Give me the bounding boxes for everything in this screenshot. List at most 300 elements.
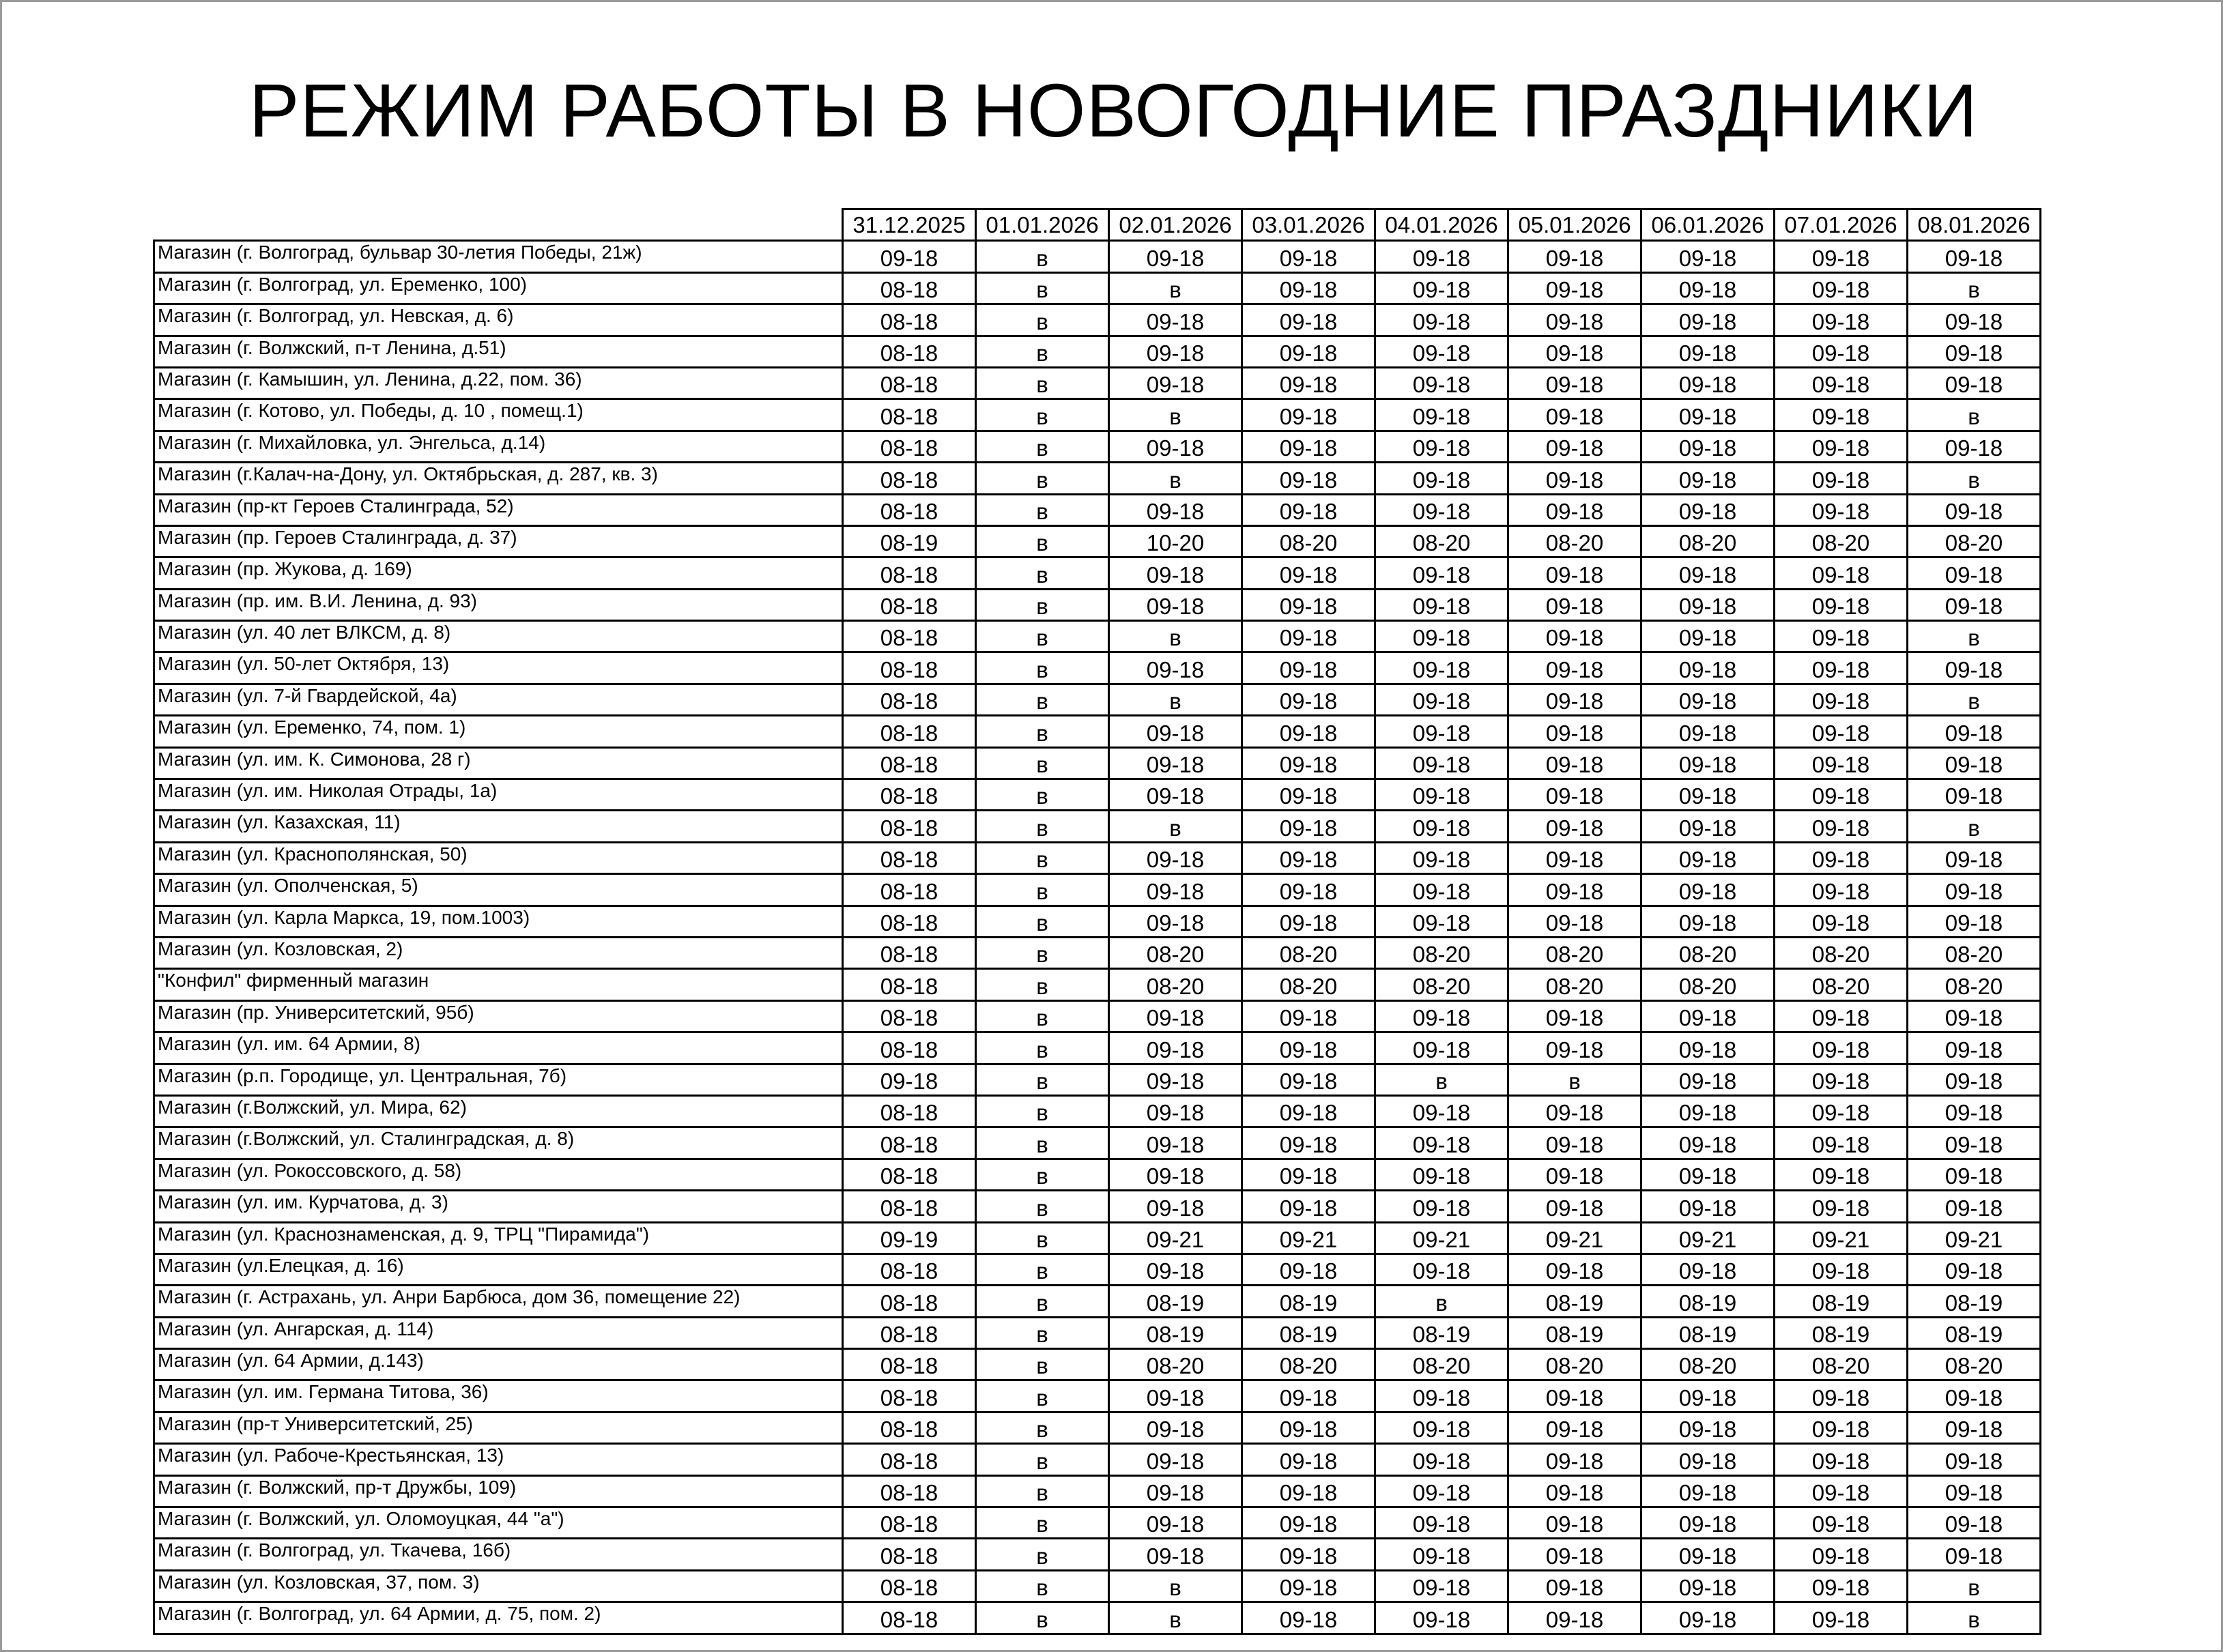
hours-cell: 09-18	[1109, 779, 1242, 811]
date-header: 07.01.2026	[1775, 209, 1908, 241]
hours-cell: 09-18	[1242, 1539, 1375, 1570]
hours-cell: 08-20	[1508, 525, 1641, 557]
hours-cell: 09-18	[1641, 1602, 1775, 1634]
store-name: Магазин (г.Волжский, ул. Мира, 62)	[154, 1095, 843, 1127]
hours-cell: 09-18	[1508, 874, 1641, 905]
hours-cell: в	[976, 1032, 1109, 1064]
store-name: Магазин (ул. Казахская, 11)	[154, 811, 843, 842]
hours-cell: 09-18	[1375, 494, 1508, 525]
hours-cell: 09-18	[1641, 241, 1775, 272]
hours-cell: 09-18	[1242, 905, 1375, 937]
store-row	[154, 1602, 2041, 1634]
hours-cell: 09-18	[1641, 399, 1775, 431]
hours-cell: 09-18	[1375, 1412, 1508, 1443]
hours-cell: 09-18	[1375, 367, 1508, 398]
hours-cell: в	[976, 463, 1109, 494]
hours-cell: 09-18	[1242, 1127, 1375, 1159]
hours-cell: 09-18	[1775, 1127, 1908, 1159]
hours-cell: 09-18	[1775, 1254, 1908, 1285]
hours-cell: 09-18	[1508, 652, 1641, 684]
hours-cell: 09-18	[1375, 1444, 1508, 1475]
date-header: 02.01.2026	[1109, 209, 1242, 241]
hours-cell: 09-18	[1242, 1444, 1375, 1475]
hours-cell: в	[976, 1380, 1109, 1412]
hours-cell: 08-19	[1109, 1286, 1242, 1317]
store-name: Магазин (ул. Ангарская, д. 114)	[154, 1317, 843, 1348]
hours-cell: 09-18	[1109, 874, 1242, 905]
hours-cell: 09-18	[1908, 1412, 2041, 1443]
store-name: Магазин (г. Волжский, пр-т Дружбы, 109)	[154, 1475, 843, 1507]
hours-cell: 09-18	[1775, 779, 1908, 811]
hours-cell: в	[976, 589, 1109, 620]
hours-cell: 09-18	[1508, 367, 1641, 398]
hours-cell: 09-18	[1641, 1159, 1775, 1190]
store-row	[154, 1286, 2041, 1317]
hours-cell: 09-18	[1109, 747, 1242, 779]
store-name: Магазин (ул. Рабоче-Крестьянская, 13)	[154, 1444, 843, 1475]
store-row	[154, 1349, 2041, 1380]
hours-cell: 09-18	[1109, 1032, 1242, 1064]
hours-cell: 09-18	[1908, 589, 2041, 620]
hours-cell: 09-18	[1641, 1539, 1775, 1570]
hours-cell: 09-18	[1508, 1380, 1641, 1412]
hours-cell: в	[976, 937, 1109, 968]
hours-cell: 09-18	[1242, 716, 1375, 747]
hours-cell: 09-18	[1908, 1475, 2041, 1507]
hours-cell: в	[1109, 399, 1242, 431]
hours-cell: 09-18	[1641, 842, 1775, 873]
store-name: Магазин (ул. Карла Маркса, 19, пом.1003)	[154, 905, 843, 937]
hours-cell: 08-20	[1641, 937, 1775, 968]
hours-cell: 09-18	[1508, 463, 1641, 494]
hours-cell: 09-18	[1109, 1444, 1242, 1475]
hours-cell: 08-18	[843, 1349, 976, 1380]
store-name: Магазин (г. Астрахань, ул. Анри Барбюса, дом 36, помещение 22)	[154, 1286, 843, 1317]
hours-cell: 09-18	[1242, 1412, 1375, 1443]
hours-cell: 09-18	[1508, 494, 1641, 525]
hours-cell: 09-18	[1775, 1064, 1908, 1095]
hours-cell: в	[1908, 272, 2041, 304]
hours-cell: в	[976, 905, 1109, 937]
hours-cell: 08-19	[1775, 1286, 1908, 1317]
hours-cell: 09-18	[1908, 241, 2041, 272]
hours-cell: 08-18	[843, 304, 976, 336]
hours-cell: в	[1109, 811, 1242, 842]
store-row	[154, 937, 2041, 968]
hours-cell: 08-19	[1908, 1317, 2041, 1348]
hours-cell: в	[976, 1444, 1109, 1475]
hours-cell: 08-20	[1109, 1349, 1242, 1380]
store-name: Магазин (г. Волгоград, ул. 64 Армии, д. 75, пом. 2)	[154, 1602, 843, 1634]
store-name: Магазин (г. Михайловка, ул. Энгельса, д.14)	[154, 431, 843, 462]
hours-cell: 09-18	[1375, 684, 1508, 715]
hours-cell: 09-18	[1641, 589, 1775, 620]
store-name: Магазин (пр. Университетский, 95б)	[154, 1000, 843, 1032]
hours-cell: 09-18	[1775, 463, 1908, 494]
hours-cell: 09-18	[1375, 1539, 1508, 1570]
hours-cell: 09-18	[1908, 1095, 2041, 1127]
hours-cell: 09-18	[1375, 1602, 1508, 1634]
hours-cell: 09-18	[843, 1064, 976, 1095]
hours-cell: 09-18	[1908, 494, 2041, 525]
hours-cell: 09-18	[1242, 241, 1375, 272]
hours-cell: 09-18	[1908, 557, 2041, 589]
hours-cell: 09-18	[1109, 1412, 1242, 1443]
hours-cell: 08-18	[843, 811, 976, 842]
hours-cell: в	[1908, 684, 2041, 715]
hours-cell: 09-18	[1775, 241, 1908, 272]
store-row	[154, 684, 2041, 715]
date-header: 03.01.2026	[1242, 209, 1375, 241]
hours-cell: в	[976, 272, 1109, 304]
hours-cell: 08-18	[843, 1286, 976, 1317]
hours-cell: 09-18	[1508, 1412, 1641, 1443]
hours-cell: 09-18	[1242, 874, 1375, 905]
hours-cell: 09-18	[843, 241, 976, 272]
hours-cell: в	[1908, 1602, 2041, 1634]
hours-cell: 09-18	[1775, 304, 1908, 336]
hours-cell: 08-18	[843, 272, 976, 304]
hours-cell: 09-18	[1508, 272, 1641, 304]
hours-cell: в	[976, 367, 1109, 398]
hours-cell: 08-18	[843, 589, 976, 620]
hours-cell: 08-18	[843, 1191, 976, 1222]
store-row	[154, 1159, 2041, 1190]
store-name: Магазин (р.п. Городище, ул. Центральная, 7б)	[154, 1064, 843, 1095]
store-name: Магазин (ул. им. 64 Армии, 8)	[154, 1032, 843, 1064]
hours-cell: 09-18	[1375, 1159, 1508, 1190]
hours-cell: 09-18	[1641, 1095, 1775, 1127]
hours-cell: 09-18	[1641, 716, 1775, 747]
hours-cell: 09-18	[1242, 589, 1375, 620]
store-row	[154, 716, 2041, 747]
hours-cell: 09-18	[1775, 1000, 1908, 1032]
hours-cell: 09-18	[1109, 1254, 1242, 1285]
hours-cell: 08-18	[843, 621, 976, 652]
hours-cell: 09-18	[1641, 652, 1775, 684]
hours-cell: в	[1908, 1570, 2041, 1602]
header-row	[154, 209, 2041, 241]
hours-cell: 09-18	[1375, 1380, 1508, 1412]
store-row	[154, 1191, 2041, 1222]
store-name: Магазин (г. Волгоград, ул. Ткачева, 16б)	[154, 1539, 843, 1570]
hours-cell: 09-18	[1242, 811, 1375, 842]
hours-cell: 09-18	[1109, 241, 1242, 272]
store-row	[154, 1000, 2041, 1032]
store-row	[154, 1222, 2041, 1254]
hours-cell: 08-19	[1641, 1286, 1775, 1317]
hours-cell: 08-18	[843, 842, 976, 873]
store-name: Магазин (г. Волгоград, ул. Невская, д. 6)	[154, 304, 843, 336]
header-corner	[154, 209, 843, 241]
store-row	[154, 1380, 2041, 1412]
store-row	[154, 494, 2041, 525]
hours-cell: 08-18	[843, 937, 976, 968]
hours-cell: в	[1908, 811, 2041, 842]
hours-cell: в	[1109, 463, 1242, 494]
hours-cell: 08-18	[843, 779, 976, 811]
hours-cell: 09-18	[1775, 747, 1908, 779]
hours-cell: 09-18	[1641, 779, 1775, 811]
hours-cell: 09-18	[1641, 905, 1775, 937]
hours-cell: 09-18	[1109, 336, 1242, 367]
hours-cell: 09-18	[1375, 1254, 1508, 1285]
hours-cell: 08-18	[843, 684, 976, 715]
hours-cell: 09-18	[1242, 367, 1375, 398]
hours-cell: 09-18	[1109, 589, 1242, 620]
hours-cell: 09-18	[1375, 463, 1508, 494]
hours-cell: 08-20	[1242, 1349, 1375, 1380]
store-row	[154, 272, 2041, 304]
hours-cell: 09-18	[1908, 716, 2041, 747]
hours-cell: 08-20	[1375, 525, 1508, 557]
hours-cell: 09-18	[1109, 431, 1242, 462]
store-row	[154, 1317, 2041, 1348]
hours-cell: 09-18	[1908, 431, 2041, 462]
hours-cell: 08-18	[843, 494, 976, 525]
hours-cell: 08-20	[1641, 525, 1775, 557]
hours-cell: 09-18	[1242, 304, 1375, 336]
hours-cell: 08-18	[843, 1127, 976, 1159]
store-row	[154, 463, 2041, 494]
hours-cell: 09-21	[1775, 1222, 1908, 1254]
hours-cell: 09-18	[1242, 431, 1375, 462]
hours-cell: 09-18	[1375, 336, 1508, 367]
store-name: Магазин (ул. Козловская, 37, пом. 3)	[154, 1570, 843, 1602]
hours-cell: 09-18	[1641, 1507, 1775, 1539]
store-row	[154, 1570, 2041, 1602]
store-row	[154, 874, 2041, 905]
hours-cell: 09-18	[1242, 1380, 1375, 1412]
hours-cell: 09-18	[1641, 494, 1775, 525]
store-row	[154, 1064, 2041, 1095]
hours-cell: в	[976, 494, 1109, 525]
hours-cell: 09-18	[1775, 367, 1908, 398]
hours-cell: 08-18	[843, 747, 976, 779]
store-name: Магазин (г. Волжский, п-т Ленина, д.51)	[154, 336, 843, 367]
hours-cell: 09-18	[1641, 747, 1775, 779]
hours-cell: 09-18	[1375, 747, 1508, 779]
hours-cell: 09-18	[1375, 272, 1508, 304]
hours-cell: 09-18	[1375, 842, 1508, 873]
store-row	[154, 336, 2041, 367]
hours-cell: 09-21	[1375, 1222, 1508, 1254]
hours-cell: 08-20	[1242, 969, 1375, 1000]
hours-cell: 08-18	[843, 1159, 976, 1190]
hours-cell: 09-18	[1508, 1127, 1641, 1159]
hours-cell: 09-18	[1375, 557, 1508, 589]
hours-cell: в	[976, 431, 1109, 462]
hours-cell: 08-20	[1775, 525, 1908, 557]
hours-cell: 09-18	[1375, 811, 1508, 842]
store-name: Магазин (г. Волгоград, бульвар 30-летия Победы, 21ж)	[154, 241, 843, 272]
hours-cell: 09-18	[1908, 1254, 2041, 1285]
hours-cell: 09-18	[1641, 1032, 1775, 1064]
hours-cell: 09-18	[1242, 1570, 1375, 1602]
date-header: 01.01.2026	[976, 209, 1109, 241]
hours-cell: 08-20	[1641, 969, 1775, 1000]
hours-cell: в	[976, 1475, 1109, 1507]
hours-cell: 09-18	[1775, 494, 1908, 525]
store-name: Магазин (ул. Еременко, 74, пом. 1)	[154, 716, 843, 747]
hours-cell: 09-18	[1375, 874, 1508, 905]
store-name: Магазин (г. Волжский, ул. Оломоуцкая, 44 "а")	[154, 1507, 843, 1539]
store-name: Магазин (ул. 64 Армии, д.143)	[154, 1349, 843, 1380]
hours-cell: 09-18	[1109, 716, 1242, 747]
schedule-body	[154, 241, 2041, 1634]
hours-cell: 09-18	[1375, 652, 1508, 684]
hours-cell: 09-21	[1908, 1222, 2041, 1254]
hours-cell: 09-18	[1775, 1570, 1908, 1602]
store-name: Магазин (пр. им. В.И. Ленина, д. 93)	[154, 589, 843, 620]
hours-cell: 08-18	[843, 1032, 976, 1064]
hours-cell: в	[976, 779, 1109, 811]
hours-cell: в	[976, 652, 1109, 684]
hours-cell: 09-18	[1908, 1159, 2041, 1190]
hours-cell: 09-18	[1775, 811, 1908, 842]
hours-cell: 09-18	[1641, 463, 1775, 494]
hours-cell: 08-18	[843, 1095, 976, 1127]
hours-cell: в	[976, 969, 1109, 1000]
store-row	[154, 1127, 2041, 1159]
store-name: Магазин (ул. Краснополянская, 50)	[154, 842, 843, 873]
hours-cell: 09-18	[1508, 779, 1641, 811]
hours-cell: 08-18	[843, 969, 976, 1000]
store-name: Магазин (пр. Жукова, д. 169)	[154, 557, 843, 589]
date-header: 31.12.2025	[843, 209, 976, 241]
date-header: 08.01.2026	[1908, 209, 2041, 241]
hours-cell: 09-18	[1641, 1475, 1775, 1507]
hours-cell: 08-20	[1908, 1349, 2041, 1380]
hours-cell: 09-18	[1775, 557, 1908, 589]
hours-cell: 08-20	[1908, 525, 2041, 557]
hours-cell: в	[976, 842, 1109, 873]
store-name: Магазин (пр. Героев Сталинграда, д. 37)	[154, 525, 843, 557]
hours-cell: в	[1908, 463, 2041, 494]
hours-cell: 08-20	[1109, 969, 1242, 1000]
hours-cell: 08-19	[1908, 1286, 2041, 1317]
hours-cell: в	[976, 874, 1109, 905]
hours-cell: 09-18	[1242, 652, 1375, 684]
hours-cell: 08-20	[1242, 937, 1375, 968]
hours-cell: 09-18	[1775, 336, 1908, 367]
store-row	[154, 811, 2041, 842]
hours-cell: в	[1375, 1064, 1508, 1095]
hours-cell: 09-18	[1375, 1032, 1508, 1064]
hours-cell: 09-18	[1641, 1444, 1775, 1475]
hours-cell: 09-18	[1641, 367, 1775, 398]
hours-cell: 09-18	[1908, 1032, 2041, 1064]
hours-cell: в	[1109, 621, 1242, 652]
hours-cell: 09-18	[1641, 874, 1775, 905]
hours-cell: 08-18	[843, 1539, 976, 1570]
hours-cell: в	[1109, 1602, 1242, 1634]
hours-cell: 08-20	[1775, 1349, 1908, 1380]
hours-cell: 09-18	[1109, 1159, 1242, 1190]
store-name: Магазин (ул. 40 лет ВЛКСМ, д. 8)	[154, 621, 843, 652]
hours-cell: 09-18	[1775, 1095, 1908, 1127]
hours-cell: 08-18	[843, 1507, 976, 1539]
hours-cell: 09-18	[1775, 272, 1908, 304]
hours-cell: 09-18	[1109, 1127, 1242, 1159]
store-name: Магазин (пр-кт Героев Сталинграда, 52)	[154, 494, 843, 525]
hours-cell: в	[976, 716, 1109, 747]
hours-cell: в	[976, 1602, 1109, 1634]
page-title: РЕЖИМ РАБОТЫ В НОВОГОДНИЕ ПРАЗДНИКИ	[248, 69, 1979, 153]
hours-cell: 09-18	[1242, 779, 1375, 811]
hours-cell: 09-18	[1908, 1444, 2041, 1475]
store-row	[154, 1032, 2041, 1064]
store-row	[154, 525, 2041, 557]
store-name: Магазин (г. Волгоград, ул. Еременко, 100)	[154, 272, 843, 304]
hours-cell: 09-18	[1908, 1191, 2041, 1222]
hours-cell: 09-19	[843, 1222, 976, 1254]
hours-cell: 08-18	[843, 1000, 976, 1032]
hours-cell: 08-19	[1242, 1317, 1375, 1348]
hours-cell: 09-18	[1375, 1191, 1508, 1222]
hours-cell: в	[976, 1191, 1109, 1222]
hours-cell: 09-18	[1775, 905, 1908, 937]
hours-cell: в	[976, 241, 1109, 272]
hours-cell: 09-18	[1641, 557, 1775, 589]
hours-cell: 08-20	[1375, 1349, 1508, 1380]
hours-cell: 08-20	[1908, 937, 2041, 968]
hours-cell: 09-18	[1242, 1064, 1375, 1095]
hours-cell: в	[976, 399, 1109, 431]
store-row	[154, 1254, 2041, 1285]
hours-cell: 09-18	[1908, 1380, 2041, 1412]
hours-cell: 09-18	[1508, 1539, 1641, 1570]
hours-cell: 09-18	[1641, 304, 1775, 336]
store-name: Магазин (ул. им. К. Симонова, 28 г)	[154, 747, 843, 779]
hours-cell: 09-18	[1109, 367, 1242, 398]
date-header: 05.01.2026	[1508, 209, 1641, 241]
hours-cell: 08-20	[1508, 937, 1641, 968]
store-name: Магазин (ул. 7-й Гвардейской, 4а)	[154, 684, 843, 715]
hours-cell: 09-18	[1242, 747, 1375, 779]
hours-cell: 09-18	[1109, 1064, 1242, 1095]
hours-cell: 09-18	[1375, 1507, 1508, 1539]
hours-cell: 09-18	[1109, 304, 1242, 336]
hours-cell: 09-18	[1242, 1254, 1375, 1285]
hours-cell: в	[976, 557, 1109, 589]
hours-cell: 09-18	[1775, 716, 1908, 747]
date-header: 04.01.2026	[1375, 209, 1508, 241]
hours-cell: 09-21	[1508, 1222, 1641, 1254]
store-name: Магазин (г. Камышин, ул. Ленина, д.22, пом. 36)	[154, 367, 843, 398]
hours-cell: 09-18	[1242, 1095, 1375, 1127]
hours-cell: 09-18	[1109, 1539, 1242, 1570]
hours-cell: 08-20	[1375, 969, 1508, 1000]
hours-cell: 09-18	[1375, 905, 1508, 937]
hours-cell: 09-18	[1641, 1570, 1775, 1602]
store-row	[154, 842, 2041, 873]
hours-cell: 09-18	[1109, 494, 1242, 525]
hours-cell: 09-18	[1508, 1475, 1641, 1507]
hours-cell: 09-18	[1775, 1159, 1908, 1190]
store-name: Магазин (г.Волжский, ул. Сталинградская, д. 8)	[154, 1127, 843, 1159]
hours-cell: 08-19	[1641, 1317, 1775, 1348]
hours-cell: 08-18	[843, 463, 976, 494]
hours-cell: 09-18	[1508, 1000, 1641, 1032]
hours-cell: 09-18	[1508, 811, 1641, 842]
hours-cell: 09-18	[1508, 336, 1641, 367]
hours-cell: 09-18	[1508, 1095, 1641, 1127]
hours-cell: 09-18	[1109, 1191, 1242, 1222]
hours-cell: 09-18	[1908, 747, 2041, 779]
hours-cell: 09-18	[1109, 842, 1242, 873]
hours-cell: 09-18	[1775, 874, 1908, 905]
